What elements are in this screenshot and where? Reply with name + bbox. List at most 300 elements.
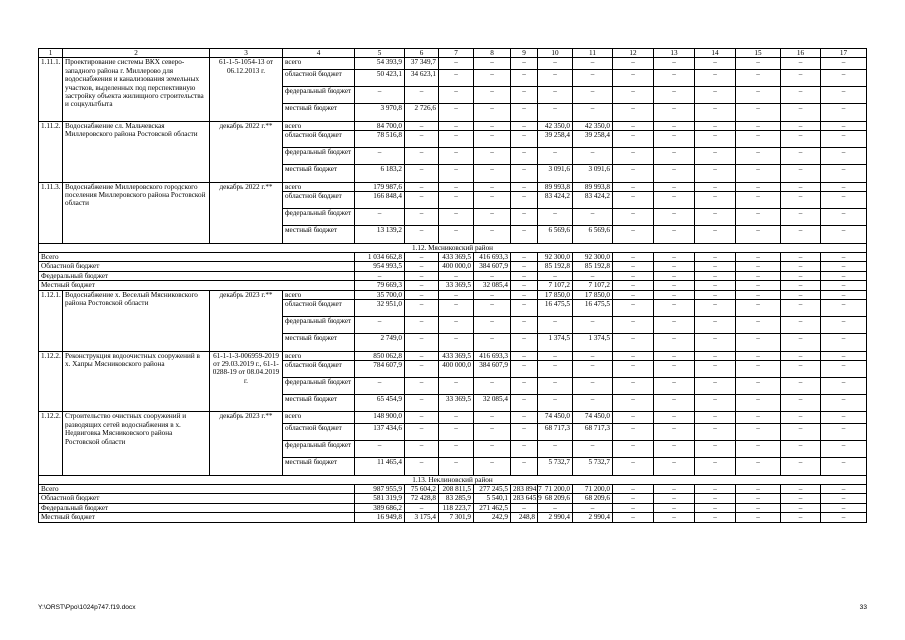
- value-cell: 7 107,2: [538, 281, 573, 290]
- funding-source: федеральный бюджет: [283, 317, 355, 334]
- value-cell: –: [613, 130, 654, 147]
- total-label: Федеральный бюджет: [39, 503, 355, 512]
- value-cell: –: [695, 226, 736, 243]
- value-cell: –: [405, 121, 439, 130]
- value-cell: –: [654, 378, 695, 395]
- value-cell: –: [573, 503, 613, 512]
- value-cell: 166 848,4: [355, 191, 405, 208]
- value-cell: –: [538, 360, 573, 377]
- value-cell: –: [439, 165, 474, 182]
- value-cell: –: [736, 70, 781, 87]
- value-cell: 148 900,0: [355, 412, 405, 424]
- value-cell: –: [821, 226, 867, 243]
- value-cell: –: [405, 360, 439, 377]
- value-cell: 34 623,1: [405, 70, 439, 87]
- value-cell: –: [654, 299, 695, 316]
- value-cell: –: [405, 281, 439, 290]
- value-cell: –: [654, 271, 695, 280]
- value-cell: –: [439, 334, 474, 351]
- value-cell: –: [538, 87, 573, 104]
- column-number-header: 14: [695, 49, 736, 58]
- value-cell: –: [821, 290, 867, 299]
- value-cell: –: [355, 378, 405, 395]
- value-cell: –: [355, 148, 405, 165]
- value-cell: 6 569,6: [538, 226, 573, 243]
- value-cell: 39 258,4: [573, 130, 613, 147]
- value-cell: 17 850,0: [538, 290, 573, 299]
- value-cell: –: [695, 104, 736, 121]
- value-cell: –: [474, 130, 511, 147]
- column-number-header: 1: [39, 49, 63, 58]
- value-cell: –: [781, 441, 821, 458]
- value-cell: –: [781, 334, 821, 351]
- funding-source: всего: [283, 412, 355, 424]
- total-label: Федеральный бюджет: [39, 271, 355, 280]
- value-cell: –: [511, 317, 538, 334]
- value-cell: –: [654, 165, 695, 182]
- value-cell: –: [695, 130, 736, 147]
- value-cell: –: [613, 70, 654, 87]
- value-cell: 42 350,0: [573, 121, 613, 130]
- value-cell: –: [821, 513, 867, 522]
- value-cell: –: [695, 299, 736, 316]
- value-cell: –: [821, 209, 867, 226]
- value-cell: 389 686,2: [355, 503, 405, 512]
- value-cell: 2 990,4: [573, 513, 613, 522]
- value-cell: –: [405, 209, 439, 226]
- value-cell: –: [439, 70, 474, 87]
- value-cell: 72 428,8: [405, 494, 439, 503]
- value-cell: 3 970,8: [355, 104, 405, 121]
- funding-source: областной бюджет: [283, 299, 355, 316]
- value-cell: –: [511, 503, 538, 512]
- value-cell: –: [781, 424, 821, 441]
- value-cell: –: [736, 182, 781, 191]
- value-cell: –: [511, 271, 538, 280]
- value-cell: –: [821, 262, 867, 271]
- value-cell: –: [654, 130, 695, 147]
- funding-source: всего: [283, 182, 355, 191]
- value-cell: –: [511, 378, 538, 395]
- value-cell: –: [781, 121, 821, 130]
- value-cell: –: [474, 290, 511, 299]
- value-cell: –: [654, 104, 695, 121]
- value-cell: 16 475,5: [538, 299, 573, 316]
- value-cell: –: [439, 424, 474, 441]
- project-name: Проектирование системы ВКХ северо-западного района г. Миллерово для водоснабжения и канализования земельных участков, выделенных под перспективную застройку объекта жилищного строительства и соцкультбыта: [63, 58, 210, 121]
- value-cell: 84 700,0: [355, 121, 405, 130]
- value-cell: 68 209,6: [573, 494, 613, 503]
- value-cell: –: [573, 148, 613, 165]
- column-number-header: 12: [613, 49, 654, 58]
- value-cell: –: [781, 351, 821, 360]
- funding-source: местный бюджет: [283, 104, 355, 121]
- value-cell: –: [511, 351, 538, 360]
- funding-source: федеральный бюджет: [283, 148, 355, 165]
- value-cell: –: [821, 182, 867, 191]
- budget-table: [38, 48, 867, 523]
- funding-source: областной бюджет: [283, 130, 355, 147]
- value-cell: –: [573, 360, 613, 377]
- value-cell: –: [695, 378, 736, 395]
- value-cell: 1 374,5: [538, 334, 573, 351]
- value-cell: –: [405, 290, 439, 299]
- value-cell: 3 091,6: [573, 165, 613, 182]
- value-cell: –: [654, 58, 695, 70]
- value-cell: –: [613, 121, 654, 130]
- value-cell: –: [439, 317, 474, 334]
- value-cell: –: [821, 424, 867, 441]
- value-cell: –: [654, 191, 695, 208]
- value-cell: –: [736, 503, 781, 512]
- value-cell: –: [538, 395, 573, 412]
- value-cell: 78 516,8: [355, 130, 405, 147]
- value-cell: –: [573, 317, 613, 334]
- value-cell: –: [474, 58, 511, 70]
- value-cell: –: [474, 209, 511, 226]
- value-cell: –: [695, 191, 736, 208]
- value-cell: –: [439, 271, 474, 280]
- value-cell: 987 955,9: [355, 485, 405, 494]
- value-cell: –: [538, 209, 573, 226]
- value-cell: 433 369,5: [439, 252, 474, 261]
- value-cell: –: [654, 334, 695, 351]
- value-cell: –: [821, 165, 867, 182]
- value-cell: –: [405, 395, 439, 412]
- value-cell: –: [781, 503, 821, 512]
- value-cell: –: [821, 70, 867, 87]
- value-cell: –: [405, 191, 439, 208]
- value-cell: –: [781, 262, 821, 271]
- value-cell: –: [405, 130, 439, 147]
- value-cell: –: [511, 290, 538, 299]
- value-cell: 784 607,9: [355, 360, 405, 377]
- value-cell: –: [439, 148, 474, 165]
- value-cell: –: [781, 130, 821, 147]
- value-cell: –: [695, 412, 736, 424]
- value-cell: –: [613, 351, 654, 360]
- value-cell: –: [821, 317, 867, 334]
- value-cell: –: [355, 317, 405, 334]
- value-cell: 7 107,2: [573, 281, 613, 290]
- value-cell: –: [613, 262, 654, 271]
- value-cell: 83 285,9: [439, 494, 474, 503]
- total-label: Местный бюджет: [39, 281, 355, 290]
- value-cell: 3 175,4: [405, 513, 439, 522]
- value-cell: 33 369,5: [439, 395, 474, 412]
- value-cell: –: [405, 271, 439, 280]
- value-cell: –: [439, 458, 474, 475]
- project-number: 1.12.2.: [39, 351, 63, 412]
- value-cell: –: [821, 412, 867, 424]
- value-cell: –: [538, 271, 573, 280]
- value-cell: –: [821, 58, 867, 70]
- value-cell: –: [695, 121, 736, 130]
- value-cell: –: [439, 130, 474, 147]
- value-cell: –: [654, 458, 695, 475]
- value-cell: 79 669,3: [355, 281, 405, 290]
- value-cell: –: [736, 262, 781, 271]
- value-cell: –: [781, 87, 821, 104]
- value-cell: –: [573, 395, 613, 412]
- funding-source: всего: [283, 58, 355, 70]
- value-cell: –: [405, 87, 439, 104]
- value-cell: –: [736, 121, 781, 130]
- column-number-header: 4: [283, 49, 355, 58]
- value-cell: –: [695, 290, 736, 299]
- value-cell: –: [736, 87, 781, 104]
- value-cell: –: [613, 412, 654, 424]
- value-cell: 83 424,2: [573, 191, 613, 208]
- value-cell: –: [736, 360, 781, 377]
- value-cell: –: [736, 299, 781, 316]
- value-cell: –: [511, 281, 538, 290]
- value-cell: 384 607,9: [474, 262, 511, 271]
- value-cell: –: [573, 441, 613, 458]
- value-cell: –: [613, 58, 654, 70]
- value-cell: –: [736, 395, 781, 412]
- value-cell: –: [439, 299, 474, 316]
- value-cell: –: [695, 70, 736, 87]
- value-cell: –: [511, 209, 538, 226]
- funding-source: областной бюджет: [283, 360, 355, 377]
- value-cell: –: [538, 70, 573, 87]
- column-number-header: 11: [573, 49, 613, 58]
- column-number-header: 9: [511, 49, 538, 58]
- value-cell: –: [695, 271, 736, 280]
- value-cell: 2 749,0: [355, 334, 405, 351]
- value-cell: 7 301,9: [439, 513, 474, 522]
- project-name: Строительство очистных сооружений и разводящих сетей водоснабжения в х. Недвиговка Мясниковского района Ростовской области: [63, 412, 210, 475]
- value-cell: –: [573, 378, 613, 395]
- value-cell: –: [538, 351, 573, 360]
- value-cell: 68 209,6: [538, 494, 573, 503]
- value-cell: 137 434,6: [355, 424, 405, 441]
- value-cell: –: [573, 70, 613, 87]
- value-cell: –: [538, 503, 573, 512]
- project-number: 1.11.2.: [39, 121, 63, 182]
- value-cell: 85 192,8: [538, 262, 573, 271]
- value-cell: –: [821, 148, 867, 165]
- value-cell: –: [613, 395, 654, 412]
- value-cell: –: [474, 424, 511, 441]
- value-cell: –: [613, 87, 654, 104]
- value-cell: 74 450,0: [538, 412, 573, 424]
- project-name: Реконструкция водоочистных сооружений в х. Хапры Мясниковского района: [63, 351, 210, 412]
- value-cell: 954 993,5: [355, 262, 405, 271]
- value-cell: –: [781, 148, 821, 165]
- value-cell: –: [821, 378, 867, 395]
- value-cell: 433 369,5: [439, 351, 474, 360]
- value-cell: 92 300,0: [573, 252, 613, 261]
- value-cell: –: [474, 412, 511, 424]
- value-cell: –: [538, 148, 573, 165]
- value-cell: –: [736, 191, 781, 208]
- value-cell: –: [474, 148, 511, 165]
- value-cell: –: [695, 424, 736, 441]
- page-number: 33: [859, 604, 867, 611]
- value-cell: –: [781, 281, 821, 290]
- value-cell: –: [781, 191, 821, 208]
- column-number-header: 7: [439, 49, 474, 58]
- value-cell: 271 462,5: [474, 503, 511, 512]
- value-cell: –: [821, 121, 867, 130]
- value-cell: –: [654, 209, 695, 226]
- funding-source: областной бюджет: [283, 424, 355, 441]
- value-cell: –: [654, 290, 695, 299]
- value-cell: –: [821, 252, 867, 261]
- value-cell: –: [781, 165, 821, 182]
- value-cell: –: [613, 271, 654, 280]
- value-cell: –: [511, 262, 538, 271]
- value-cell: –: [405, 182, 439, 191]
- value-cell: –: [821, 334, 867, 351]
- value-cell: 11 465,4: [355, 458, 405, 475]
- value-cell: –: [654, 441, 695, 458]
- value-cell: –: [654, 70, 695, 87]
- value-cell: –: [511, 148, 538, 165]
- column-number-header: 5: [355, 49, 405, 58]
- value-cell: –: [355, 87, 405, 104]
- value-cell: –: [821, 299, 867, 316]
- value-cell: –: [613, 191, 654, 208]
- value-cell: –: [439, 441, 474, 458]
- value-cell: –: [573, 58, 613, 70]
- value-cell: –: [654, 182, 695, 191]
- value-cell: 54 393,9: [355, 58, 405, 70]
- value-cell: –: [511, 252, 538, 261]
- column-number-header: 13: [654, 49, 695, 58]
- funding-source: местный бюджет: [283, 165, 355, 182]
- project-number: 1.12.2.: [39, 412, 63, 475]
- value-cell: –: [511, 458, 538, 475]
- value-cell: –: [695, 165, 736, 182]
- value-cell: –: [405, 148, 439, 165]
- value-cell: –: [821, 87, 867, 104]
- value-cell: –: [695, 209, 736, 226]
- value-cell: –: [613, 503, 654, 512]
- value-cell: –: [695, 485, 736, 494]
- value-cell: 68 717,3: [573, 424, 613, 441]
- value-cell: –: [573, 351, 613, 360]
- value-cell: 1 034 662,8: [355, 252, 405, 261]
- total-row: [39, 503, 867, 512]
- project-name: Водоснабжение сл. Мальчевская Миллеровского района Ростовской области: [63, 121, 210, 182]
- value-cell: –: [781, 485, 821, 494]
- value-cell: –: [736, 485, 781, 494]
- value-cell: 5 732,7: [538, 458, 573, 475]
- value-cell: –: [736, 317, 781, 334]
- value-cell: –: [821, 441, 867, 458]
- column-number-header: 2: [63, 49, 210, 58]
- value-cell: –: [613, 441, 654, 458]
- value-cell: 1 374,5: [573, 334, 613, 351]
- value-cell: –: [405, 317, 439, 334]
- value-cell: –: [695, 458, 736, 475]
- value-cell: –: [573, 271, 613, 280]
- value-cell: –: [439, 121, 474, 130]
- value-cell: –: [695, 317, 736, 334]
- value-cell: –: [405, 412, 439, 424]
- value-cell: –: [821, 130, 867, 147]
- value-cell: –: [654, 485, 695, 494]
- value-cell: –: [736, 281, 781, 290]
- value-cell: –: [613, 148, 654, 165]
- value-cell: –: [654, 317, 695, 334]
- value-cell: –: [511, 104, 538, 121]
- value-cell: –: [781, 252, 821, 261]
- funding-source: местный бюджет: [283, 458, 355, 475]
- file-path: Y:\ORST\Ppo\1024p747.f19.docx: [38, 604, 136, 611]
- value-cell: 416 693,3: [474, 252, 511, 261]
- project-row: [39, 412, 867, 424]
- value-cell: –: [736, 290, 781, 299]
- value-cell: –: [613, 360, 654, 377]
- section-title-row: [39, 475, 867, 484]
- value-cell: –: [613, 290, 654, 299]
- value-cell: –: [654, 503, 695, 512]
- value-cell: –: [821, 360, 867, 377]
- value-cell: –: [405, 262, 439, 271]
- value-cell: –: [511, 424, 538, 441]
- value-cell: –: [781, 317, 821, 334]
- value-cell: –: [736, 148, 781, 165]
- value-cell: –: [695, 395, 736, 412]
- value-cell: –: [405, 458, 439, 475]
- value-cell: –: [736, 378, 781, 395]
- value-cell: –: [355, 441, 405, 458]
- value-cell: –: [781, 104, 821, 121]
- value-cell: –: [654, 494, 695, 503]
- value-cell: –: [439, 191, 474, 208]
- total-row: [39, 262, 867, 271]
- value-cell: –: [736, 334, 781, 351]
- funding-source: областной бюджет: [283, 70, 355, 87]
- value-cell: –: [511, 226, 538, 243]
- value-cell: –: [821, 494, 867, 503]
- column-number-header: 6: [405, 49, 439, 58]
- value-cell: –: [474, 378, 511, 395]
- value-cell: –: [511, 191, 538, 208]
- value-cell: –: [781, 299, 821, 316]
- value-cell: –: [439, 209, 474, 226]
- value-cell: –: [736, 130, 781, 147]
- value-cell: 6 569,6: [573, 226, 613, 243]
- value-cell: 83 424,2: [538, 191, 573, 208]
- value-cell: 208 811,5: [439, 485, 474, 494]
- value-cell: 2 726,6: [405, 104, 439, 121]
- funding-source: всего: [283, 290, 355, 299]
- value-cell: 400 000,0: [439, 360, 474, 377]
- value-cell: –: [781, 513, 821, 522]
- value-cell: –: [613, 252, 654, 261]
- value-cell: –: [474, 70, 511, 87]
- value-cell: 32 951,0: [355, 299, 405, 316]
- value-cell: 6 183,2: [355, 165, 405, 182]
- value-cell: –: [654, 87, 695, 104]
- funding-source: местный бюджет: [283, 395, 355, 412]
- value-cell: –: [511, 395, 538, 412]
- value-cell: –: [573, 87, 613, 104]
- section-title-row: [39, 243, 867, 252]
- value-cell: –: [439, 182, 474, 191]
- project-number: 1.11.1.: [39, 58, 63, 121]
- value-cell: –: [695, 441, 736, 458]
- value-cell: 13 139,2: [355, 226, 405, 243]
- value-cell: 179 987,6: [355, 182, 405, 191]
- value-cell: 71 200,0: [573, 485, 613, 494]
- value-cell: –: [695, 262, 736, 271]
